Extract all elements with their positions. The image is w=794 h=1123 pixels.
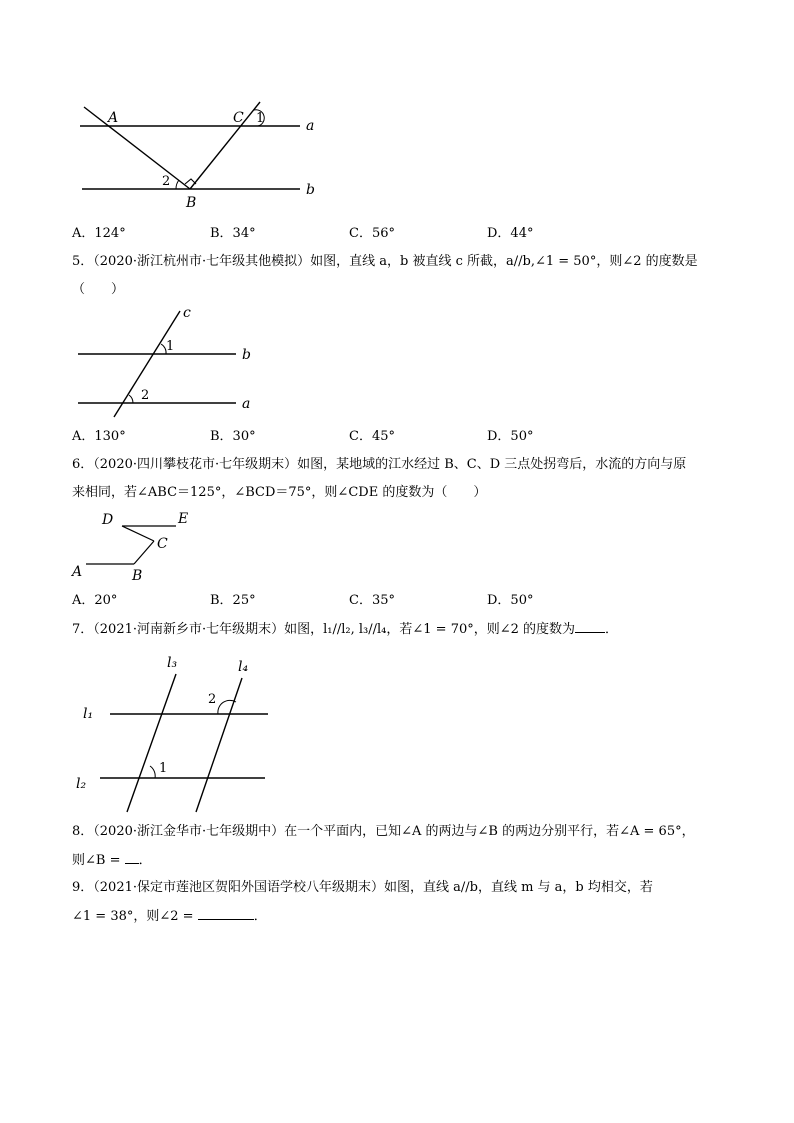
q6-text-line1: 6．（2020·四川攀枝花市·七年级期末）如图，某地域的江水经过 B、C、D 三点处拐弯后，水流的方向与原	[72, 457, 687, 472]
q4-option-c: C．56°	[349, 226, 395, 241]
q5-label-a: a	[242, 396, 251, 412]
q4-label-2: 2	[162, 174, 171, 189]
q4-angle-2-arc	[176, 180, 179, 189]
q7-label-l2: l₂	[76, 776, 87, 792]
q7-angle-1-arc	[150, 766, 155, 778]
q5-option-b: B．30°	[210, 429, 256, 444]
q6-label-A: A	[72, 564, 83, 580]
q5-label-b: b	[242, 347, 251, 363]
q7-end-mark: ．	[605, 622, 619, 637]
q4-segment-BC	[190, 102, 260, 189]
q5-option-d: D．50°	[487, 429, 534, 444]
q6-text-line2: 来相同，若∠ABC＝125°，∠BCD＝75°，则∠CDE 的度数为（ ）	[72, 485, 487, 500]
q4-option-d: D．44°	[487, 226, 534, 241]
q7-label-l4: l₄	[238, 659, 249, 675]
q5-label-c: c	[183, 305, 191, 321]
q7-label-2: 2	[208, 692, 217, 707]
q6-option-d: D．50°	[487, 593, 534, 608]
q7-question-text: 7．（2021·河南新乡市·七年级期末）如图，l₁//l₂, l₃//l₄，若∠1 = 70°，则∠2 的度数为	[72, 622, 576, 637]
q9-answer-blank	[198, 907, 254, 920]
q4-label-B: B	[186, 195, 197, 211]
q8-answer-blank	[125, 851, 139, 864]
q5-label-1: 1	[166, 339, 175, 354]
q7-text-line1	[72, 620, 618, 639]
q7-label-1: 1	[159, 761, 168, 776]
q4-figure	[70, 95, 330, 215]
q6-option-b: B．25°	[210, 593, 256, 608]
q5-label-2: 2	[141, 388, 150, 403]
q6-segment-BC	[134, 541, 154, 564]
q5-text-line1: 5．（2020·浙江杭州市·七年级其他模拟）如图，直线 a，b 被直线 c 所截，a//b,∠1 = 50°，则∠2 的度数是	[72, 254, 698, 269]
q8-question-text: 则∠B =	[72, 853, 125, 868]
q8-text-line2	[72, 851, 152, 870]
q4-option-b: B．34°	[210, 226, 256, 241]
q5-angle-2-arc	[129, 395, 133, 403]
q7-label-l1: l₁	[83, 706, 94, 722]
q4-label-b: b	[306, 182, 315, 198]
q8-end-mark: ．	[138, 853, 152, 868]
q7-line-l4	[196, 678, 242, 812]
q9-text-line2	[72, 907, 267, 926]
q7-answer-blank	[575, 620, 605, 633]
q5-option-c: C．45°	[349, 429, 395, 444]
q9-end-mark: ．	[253, 909, 267, 924]
q4-segment-AB	[84, 107, 190, 189]
q4-label-A: A	[108, 110, 119, 126]
q6-option-a: A．20°	[72, 593, 118, 608]
q7-line-l3	[127, 674, 176, 812]
q5-figure	[70, 303, 270, 421]
q6-segment-CD	[122, 526, 154, 541]
q5-option-a: A．130°	[72, 429, 126, 444]
q8-text-line1: 8．（2020·浙江金华市·七年级期中）在一个平面内，已知∠A 的两边与∠B 的两边分别平行，若∠A = 65°，	[72, 824, 695, 839]
q7-figure	[70, 650, 280, 818]
q7-label-l3: l₃	[167, 655, 178, 671]
q6-figure	[70, 508, 210, 588]
q6-option-c: C．35°	[349, 593, 395, 608]
q4-option-a: A．124°	[72, 226, 126, 241]
q9-question-text: ∠1 = 38°，则∠2 =	[72, 909, 198, 924]
q4-label-1: 1	[256, 111, 265, 126]
q9-text-line1: 9．（2021·保定市莲池区贺阳外国语学校八年级期末）如图，直线 a//b，直线 m 与 a，b 均相交，若	[72, 880, 653, 895]
q6-label-C: C	[157, 536, 168, 552]
q6-label-B: B	[132, 568, 143, 584]
q6-label-D: D	[102, 512, 114, 528]
q6-label-E: E	[178, 511, 189, 527]
q5-text-line2: （ ）	[72, 282, 125, 297]
q4-label-C: C	[233, 110, 244, 126]
q4-label-a: a	[306, 118, 315, 134]
